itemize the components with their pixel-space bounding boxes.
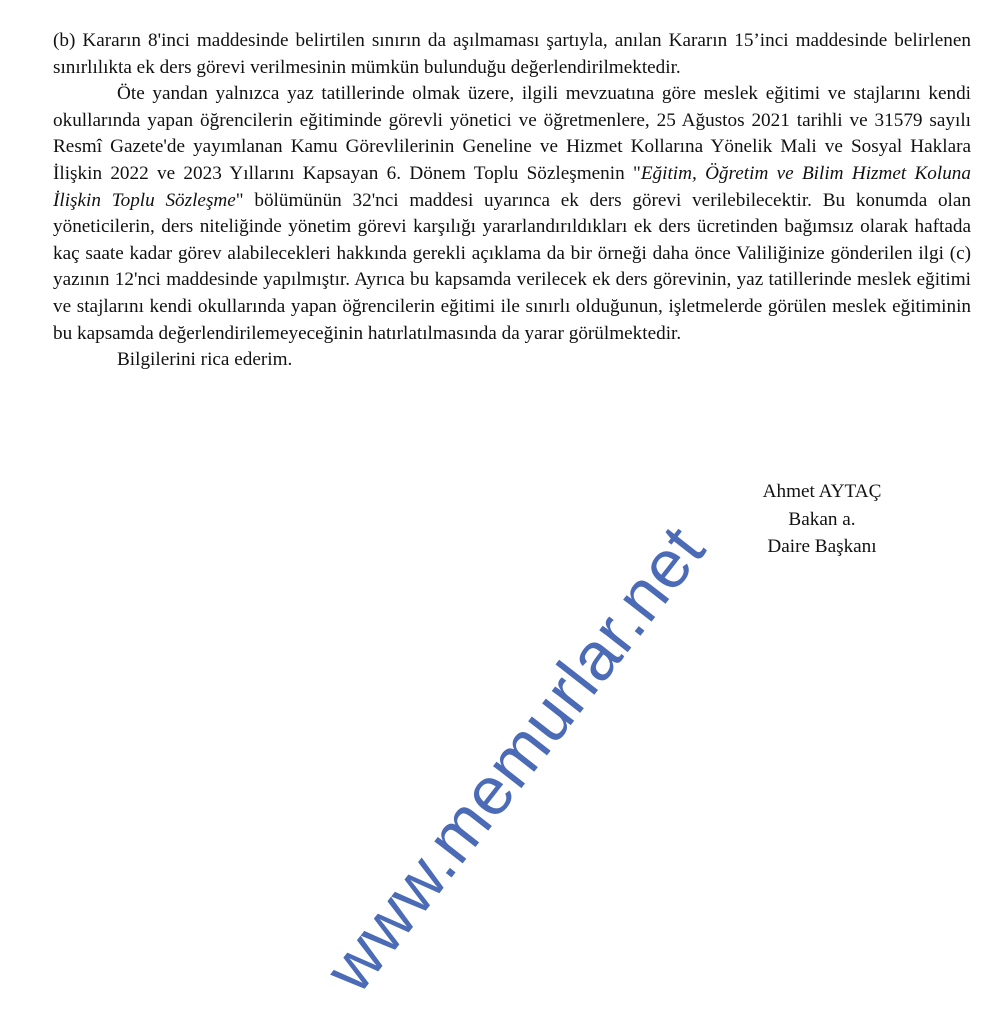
paragraph-2-before: Öte yandan yalnızca yaz tatillerinde olmak üzere, ilgili mevzuatına göre meslek eğitimi ve stajlarını kendi okullarında yapan öğrencilerin eğitiminde görevli yönetici ve öğretmenlere, 25 Ağustos 2021 tarihli ve 31579 sayılı Resmî Gazete'de yayımlanan Kamu Görevlilerinin Geneline ve Hizmet Kollarına Yönelik Mali ve Sosyal Haklara İlişkin 2022 ve 2023 Yıllarını Kapsayan 6. Dönem Toplu Sözleşmenin ": [53, 83, 971, 184]
signatory-title: Daire Başkanı: [767, 536, 877, 557]
signature-block: [722, 478, 922, 561]
letter-body: [53, 28, 971, 374]
paragraph-2-after: " bölümünün 32'nci maddesi uyarınca ek ders görevi verilebilecektir. Bu konumda olan yöneticilerin, ders niteliğinde yönetim görevi karşılığı yararlandırıldıkları ek ders ücretinden bağımsız olarak haftada kaç saate kadar görev alabilecekleri hakkında gerekli açıklama da bir örneği daha önce Valiliğinize gönderilen ilgi (c) yazının 12'nci maddesinde yapılmıştır. Ayrıca bu kapsamda verilecek ek ders görevinin, yaz tatillerinde meslek eğitimi ve stajlarını kendi okullarında yapan öğrencilerin eğitimi ile sınırlı olduğunun, işletmelerde görülen meslek eğitiminin bu kapsamda değerlendirilemeyeceğinin hatırlatılmasında da yarar görülmektedir.: [53, 189, 971, 344]
paragraph-3: Bilgilerini rica ederim.: [117, 349, 293, 371]
paragraph-2-italic: Eğitim, Öğretim ve Bilim Hizmet Koluna İlişkin Toplu Sözleşme: [53, 162, 971, 211]
signatory-name: Ahmet AYTAÇ: [762, 481, 882, 502]
watermark: www.memurlar.net: [310, 512, 720, 1006]
paragraph-2: [53, 81, 971, 347]
signatory-on-behalf: Bakan a.: [788, 508, 856, 530]
paragraph-1: (b) Kararın 8'inci maddesinde belirtilen sınırın da aşılmaması şartıyla, anılan Kararın 15’inci maddesinde belirlenen sınırlılıkta ek ders görevi verilmesinin mümkün bulunduğu değerlendirilmektedir.: [53, 30, 971, 78]
